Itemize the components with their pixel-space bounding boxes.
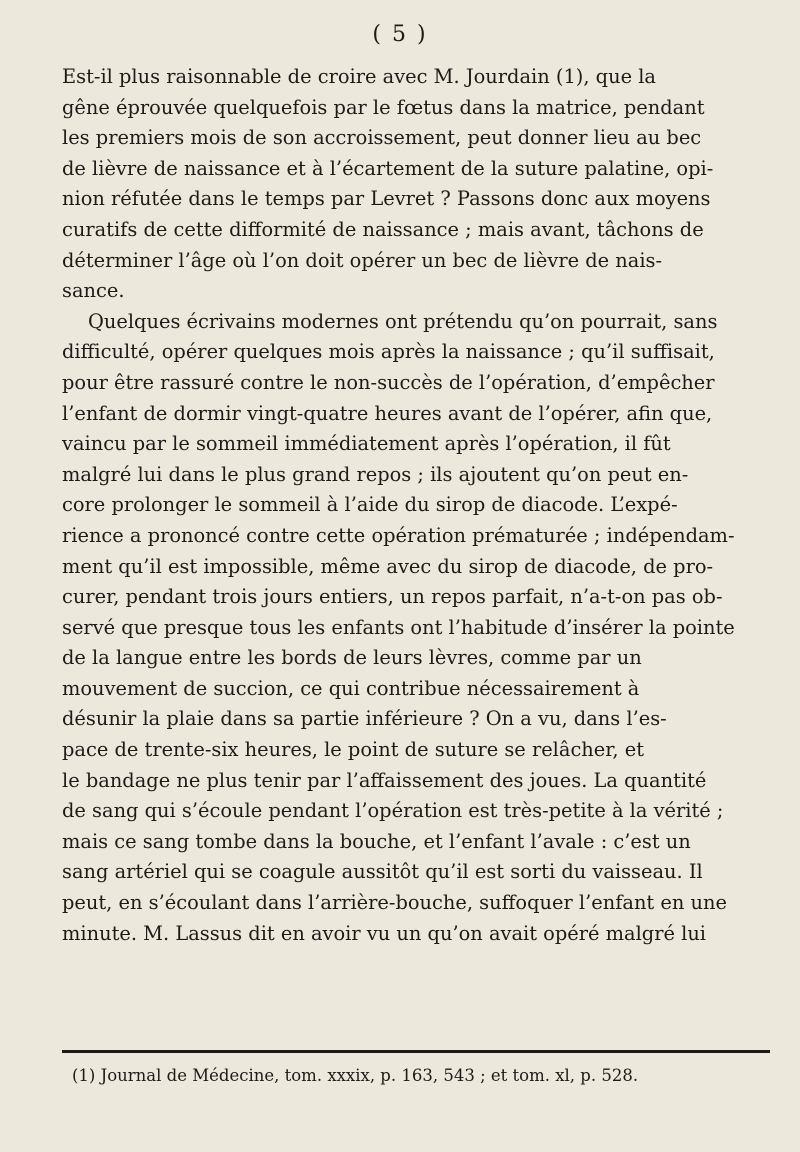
page-number: ( 5 ) [372, 22, 428, 47]
text-line: core prolonger le sommeil à l’aide du sirop de diacode. L’expé- [62, 493, 678, 517]
text-line: le bandage ne plus tenir par l’affaissement des joues. La quantité [62, 768, 707, 792]
text-line: de lièvre de naissance et à l’écartement de la suture palatine, opi- [62, 156, 714, 180]
paragraph-1 [62, 62, 770, 307]
text-line: pace de trente-six heures, le point de suture se relâcher, et [62, 738, 645, 762]
text-line: sance. [62, 279, 125, 303]
text-line: de la langue entre les bords de leurs lèvres, comme par un [62, 646, 642, 670]
text-line: désunir la plaie dans sa partie inférieure ? On a vu, dans l’es- [62, 707, 667, 731]
text-line: ment qu’il est impossible, même avec du sirop de diacode, de pro- [62, 554, 714, 578]
text-line: mouvement de succion, ce qui contribue nécessairement à [62, 676, 640, 700]
text-line: l’enfant de dormir vingt-quatre heures avant de l’opérer, afin que, [62, 401, 713, 425]
text-line: servé que presque tous les enfants ont l’habitude d’insérer la pointe [62, 615, 735, 639]
text-line: Quelques écrivains modernes ont prétendu qu’on pourrait, sans [88, 309, 718, 333]
text-line: de sang qui s’écoule pendant l’opération est très-petite à la vérité ; [62, 799, 724, 823]
footnote-rule [62, 1050, 770, 1053]
footnote: (1) Journal de Médecine, tom. xxxix, p. 163, 543 ; et tom. xl, p. 528. [72, 1066, 639, 1085]
text-line: curer, pendant trois jours entiers, un repos parfait, n’a-t-on pas ob- [62, 585, 723, 609]
text-line: les premiers mois de son accroissement, peut donner lieu au bec [62, 126, 702, 150]
text-line: déterminer l’âge où l’on doit opérer un bec de lièvre de nais- [62, 248, 663, 272]
text-line: mais ce sang tombe dans la bouche, et l’enfant l’avale : c’est un [62, 829, 691, 853]
text-line: rience a prononcé contre cette opération prématurée ; indépendam- [62, 523, 735, 547]
text-line: minute. M. Lassus dit en avoir vu un qu’on avait opéré malgré lui [62, 921, 707, 945]
text-line: gêne éprouvée quelquefois par le fœtus dans la matrice, pendant [62, 95, 705, 119]
body-text [62, 62, 770, 949]
paragraph-2 [62, 307, 770, 949]
text-line: curatifs de cette difformité de naissance ; mais avant, tâchons de [62, 217, 704, 241]
text-line: vaincu par le sommeil immédiatement après l’opération, il fût [62, 432, 671, 456]
text-line: nion réfutée dans le temps par Levret ? Passons donc aux moyens [62, 187, 711, 211]
text-line: peut, en s’écoulant dans l’arrière-bouche, suffoquer l’enfant en une [62, 891, 727, 915]
text-line: Est-il plus raisonnable de croire avec M. Jourdain (1), que la [62, 65, 656, 88]
text-line: pour être rassuré contre le non-succès de l’opération, d’empêcher [62, 370, 715, 394]
text-line: difficulté, opérer quelques mois après la naissance ; qu’il suffisait, [62, 340, 715, 364]
text-line: malgré lui dans le plus grand repos ; ils ajoutent qu’on peut en- [62, 462, 689, 486]
text-line: sang artériel qui se coagule aussitôt qu’il est sorti du vaisseau. Il [62, 860, 703, 884]
